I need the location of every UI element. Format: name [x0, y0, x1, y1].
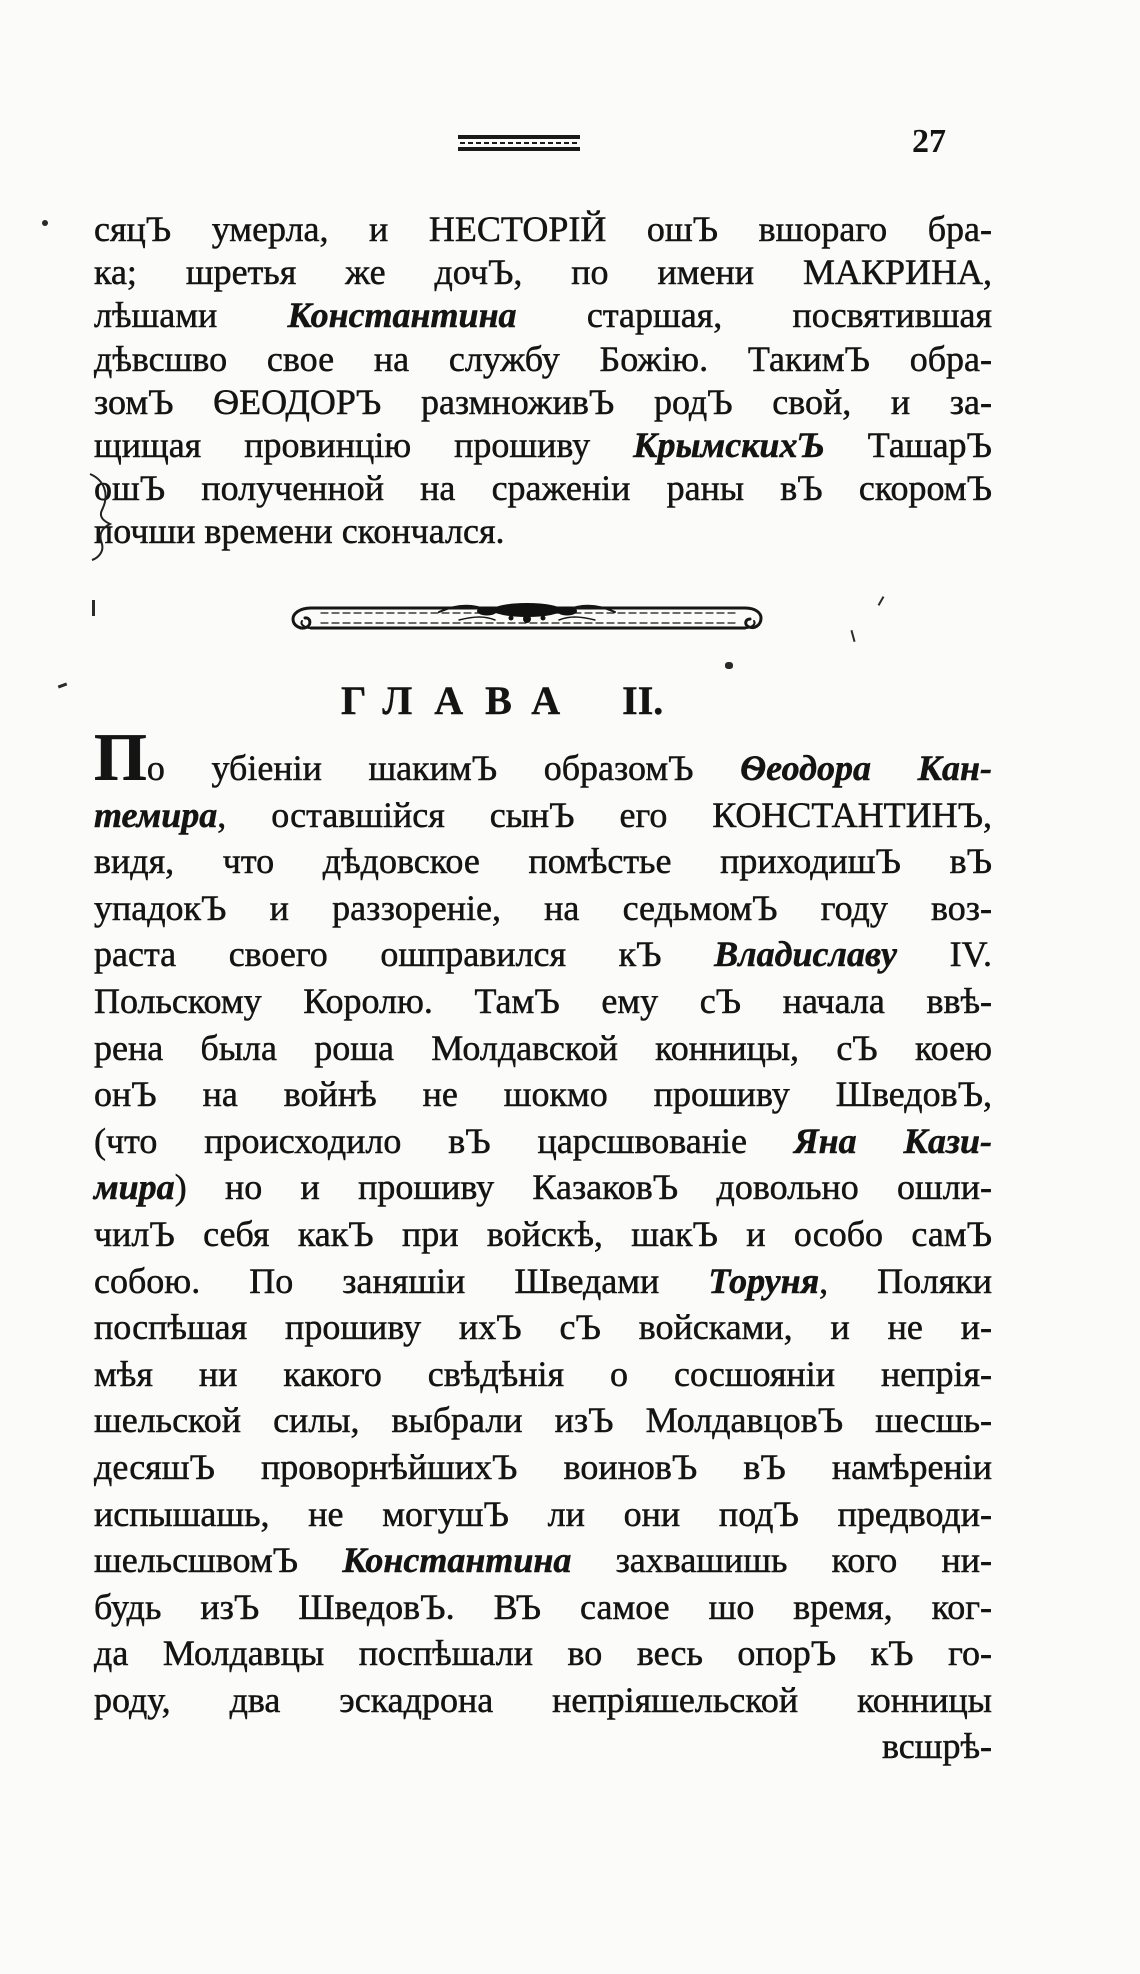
body-text: , Поляки [819, 1260, 992, 1301]
drop-cap: П [94, 719, 147, 795]
body-text: ) но и прошиву КазаковЪ довольно ошли- [174, 1167, 992, 1208]
body-text: дѣвсшво свое на службу Божію. ТакимЪ обра- [94, 338, 992, 379]
text-line [94, 1118, 992, 1165]
text-line [94, 1397, 992, 1444]
text-line [94, 1677, 992, 1724]
text-line [94, 1258, 992, 1305]
body-text: ТашарЪ [824, 424, 992, 465]
text-line [94, 1491, 992, 1538]
text-line [94, 1444, 992, 1491]
body-text: почши времени скончался. [94, 511, 505, 552]
text-line [94, 838, 992, 885]
body-text: лѣшами [94, 295, 288, 336]
ink-mark [92, 600, 95, 616]
body-text: чилЪ себя какЪ при войскѣ, шакЪ и особо самЪ [94, 1213, 992, 1254]
body-text: IV. [897, 934, 992, 975]
body-text: рена была роша Молдавской конницы, сЪ коею [94, 1027, 992, 1068]
body-text: сяцЪ умерла, и НЕСТОРІЙ ошЪ вшораго бра- [94, 209, 992, 249]
body-text: собою. По заняшіи Шведами [94, 1260, 709, 1301]
text-line [94, 931, 992, 978]
italic-text: мира [94, 1167, 175, 1208]
italic-text: Ѳеодора Кан- [740, 748, 992, 788]
body-text: о убіеніи шакимЪ образомЪ [146, 748, 741, 788]
body-text: онЪ на войнѣ не шокмо прошиву ШведовЪ, [94, 1074, 992, 1115]
text-line [94, 381, 992, 424]
body-text: будь изЪ ШведовЪ. ВЪ самое шо время, ког- [94, 1586, 992, 1627]
ink-mark [58, 683, 67, 689]
body-text: шельской силы, выбрали изЪ МолдавцовЪ шесшь- [94, 1400, 992, 1441]
body-text: ка; шретья же дочЪ, по имени МАКРИНА, [94, 252, 992, 293]
ink-mark [42, 220, 48, 226]
text-line [94, 885, 992, 932]
italic-text: Торуня [708, 1260, 820, 1301]
text-line [94, 1351, 992, 1398]
text-line [94, 510, 992, 553]
ink-mark [878, 596, 885, 606]
italic-text: Константина [342, 1540, 572, 1581]
body-text: десяшЪ проворнѣйшихЪ воиновЪ вЪ намѣреніи [94, 1446, 992, 1487]
body-text: испышашь, не могушЪ ли они подЪ предводи- [94, 1493, 992, 1534]
body-text: шельсшвомЪ [94, 1540, 343, 1581]
text-line [94, 1025, 992, 1072]
scroll-ornament-icon [289, 596, 765, 638]
body-text: поспѣшая прошиву ихЪ сЪ войсками, и не и- [94, 1307, 992, 1348]
page-number: 27 [912, 123, 946, 160]
text-line [94, 1304, 992, 1351]
body-text: , оставшійся сынЪ его КОНСТАНТИНЪ, [217, 794, 992, 835]
text-line [94, 338, 992, 381]
body-text: мѣя ни какого свѣдѣнія о сосшояніи непрія- [94, 1353, 992, 1394]
italic-text: Владиславу [714, 934, 898, 975]
italic-text: Константина [287, 295, 517, 336]
text-line [94, 294, 992, 337]
body-text: раста своего ошправился кЪ [94, 934, 715, 975]
text-line [94, 467, 992, 510]
chapter-word: ГЛАВА [341, 678, 583, 723]
italic-text: темира [94, 794, 218, 835]
chapter-number: II. [622, 678, 664, 723]
text-line [94, 1537, 992, 1584]
body-text: ошЪ полученной на сраженіи раны вЪ скоромЪ [94, 468, 992, 509]
paragraph-2 [94, 719, 993, 1723]
body-text: зомЪ ѲЕОДОРЪ размноживЪ родЪ свой, и за- [94, 381, 992, 422]
text-line [94, 1071, 992, 1118]
text-line [94, 251, 992, 294]
catchword: всшрѣ- [881, 1726, 992, 1766]
text-line [94, 424, 992, 467]
body-text: роду, два эскадрона непріяшельской конницы [94, 1679, 992, 1720]
text-line [94, 978, 992, 1025]
body-text: старшая, посвятившая [516, 295, 992, 336]
italic-text: КрымскихЪ [633, 424, 825, 465]
text-line [94, 208, 992, 251]
body-text: захвашишь кого ни- [571, 1540, 992, 1581]
ink-mark [84, 470, 118, 562]
italic-text: Яна Кази- [793, 1120, 993, 1161]
body-text: щищая провинцію прошиву [94, 424, 634, 465]
chapter-heading [341, 676, 663, 726]
body-text: видя, что дѣдовское помѣстье приходишЪ вЪ [94, 841, 992, 882]
text-line [94, 1584, 992, 1631]
ink-mark [725, 662, 733, 669]
body-text: да Молдавцы поспѣшали во весь опорЪ кЪ го- [94, 1633, 992, 1674]
text-line [94, 792, 992, 839]
body-text: (что происходило вЪ царсшвованіе [94, 1120, 794, 1161]
body-text: Польскому Королю. ТамЪ ему сЪ начала ввѣ- [94, 980, 992, 1021]
ink-mark [850, 630, 855, 642]
text-line [94, 1211, 992, 1258]
text-line [94, 1164, 992, 1211]
text-line [94, 719, 992, 795]
text-line [94, 1630, 992, 1677]
body-text: упадокЪ и раззореніе, на седьмомЪ году воз- [94, 887, 992, 928]
paragraph-1 [94, 208, 992, 554]
header-rule-ornament-icon [458, 134, 580, 152]
